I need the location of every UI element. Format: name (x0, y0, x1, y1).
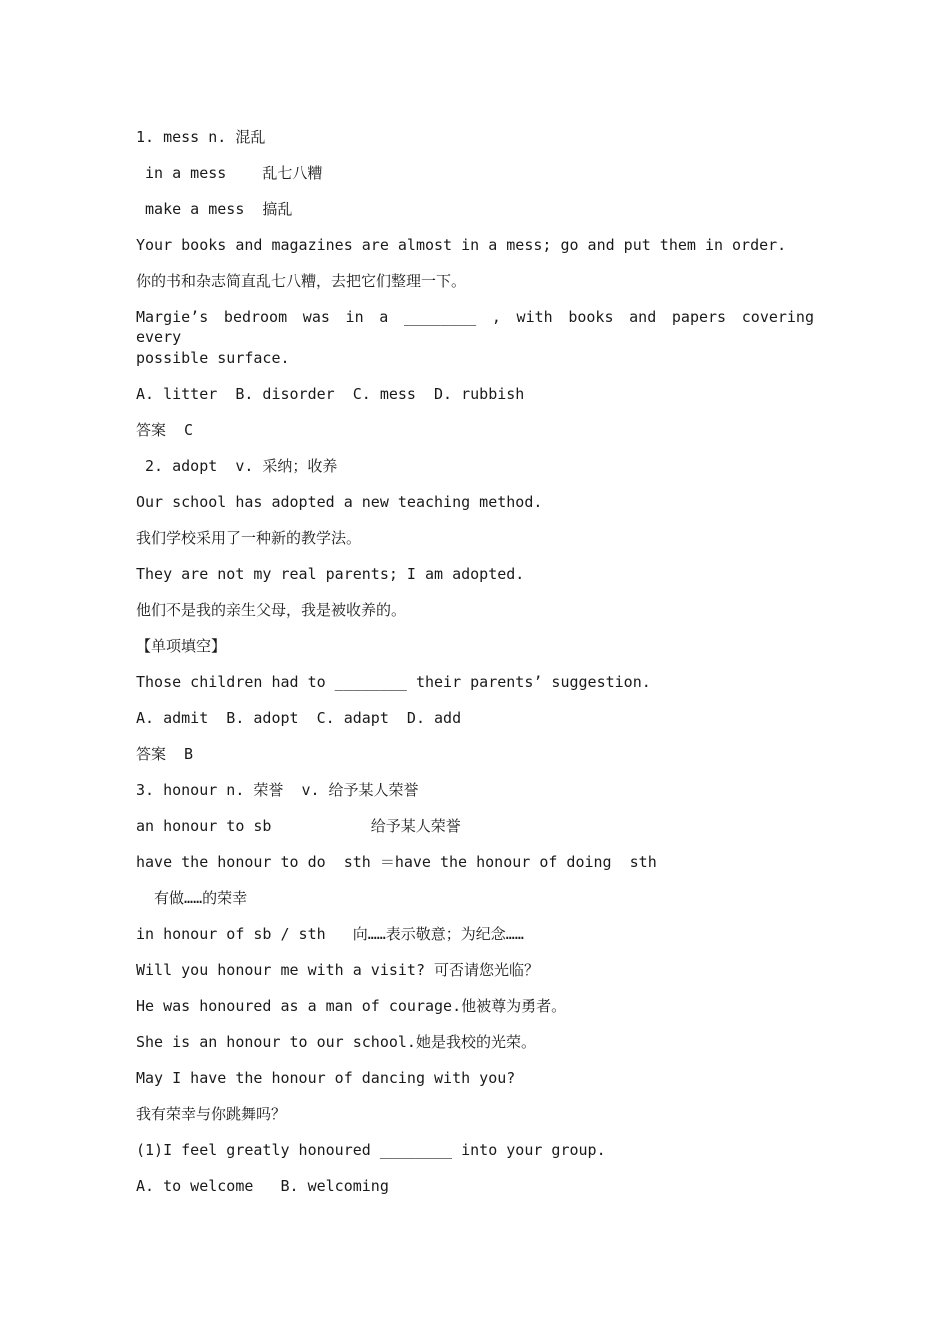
answer: 答案 C (136, 421, 194, 439)
example-sentence: They are not my real parents; I am adopted. (136, 565, 525, 583)
exercise-options: A. to welcome B. welcoming (136, 1177, 389, 1195)
example-translation: 你的书和杂志简直乱七八糟，去把它们整理一下。 (136, 272, 467, 290)
example-sentence: Our school has adopted a new teaching method. (136, 493, 543, 511)
exercise-question: Those children had to ________ their parents’ suggestion. (136, 673, 651, 691)
phrase-an-honour-to-sb: an honour to sb 给予某人荣誉 (136, 817, 461, 835)
example-sentence: He was honoured as a man of courage.他被尊为勇者。 (136, 997, 567, 1015)
answer: 答案 B (136, 745, 194, 763)
exercise-options: A. admit B. adopt C. adapt D. add (136, 709, 462, 727)
example-sentence: She is an honour to our school.她是我校的光荣。 (136, 1033, 536, 1051)
exercise-options: A. litter B. disorder C. mess D. rubbish (136, 385, 525, 403)
heading-honour: 3. honour n. 荣誉 v. 给予某人荣誉 (136, 781, 419, 799)
heading-mess: 1. mess n. 混乱 (136, 128, 266, 146)
example-translation: 我有荣幸与你跳舞吗？ (136, 1105, 287, 1123)
example-sentence: May I have the honour of dancing with you? (136, 1069, 516, 1087)
example-sentence: Will you honour me with a visit? 可否请您光临？ (136, 961, 540, 979)
example-sentence: Your books and magazines are almost in a mess; go and put them in order. (136, 236, 787, 254)
exercise-question-continued: possible surface. (136, 349, 290, 367)
example-translation: 我们学校采用了一种新的教学法。 (136, 529, 362, 547)
heading-adopt: 2. adopt v. 采纳；收养 (136, 457, 338, 475)
exercise-question: Margie’s bedroom was in a ________ , with books and papers covering every (136, 308, 814, 346)
exercise-question: (1)I feel greatly honoured ________ into your group. (136, 1141, 606, 1159)
phrase-in-a-mess: in a mess 乱七八糟 (136, 164, 323, 182)
phrase-have-the-honour: have the honour to do sth ＝have the honour of doing sth (136, 853, 657, 871)
section-label: 【单项填空】 (136, 637, 227, 655)
example-translation: 他们不是我的亲生父母，我是被收养的。 (136, 601, 407, 619)
phrase-translation: 有做……的荣幸 (136, 889, 248, 907)
phrase-in-honour-of: in honour of sb / sth 向……表示敬意；为纪念…… (136, 925, 524, 943)
phrase-make-a-mess: make a mess 搞乱 (136, 200, 293, 218)
